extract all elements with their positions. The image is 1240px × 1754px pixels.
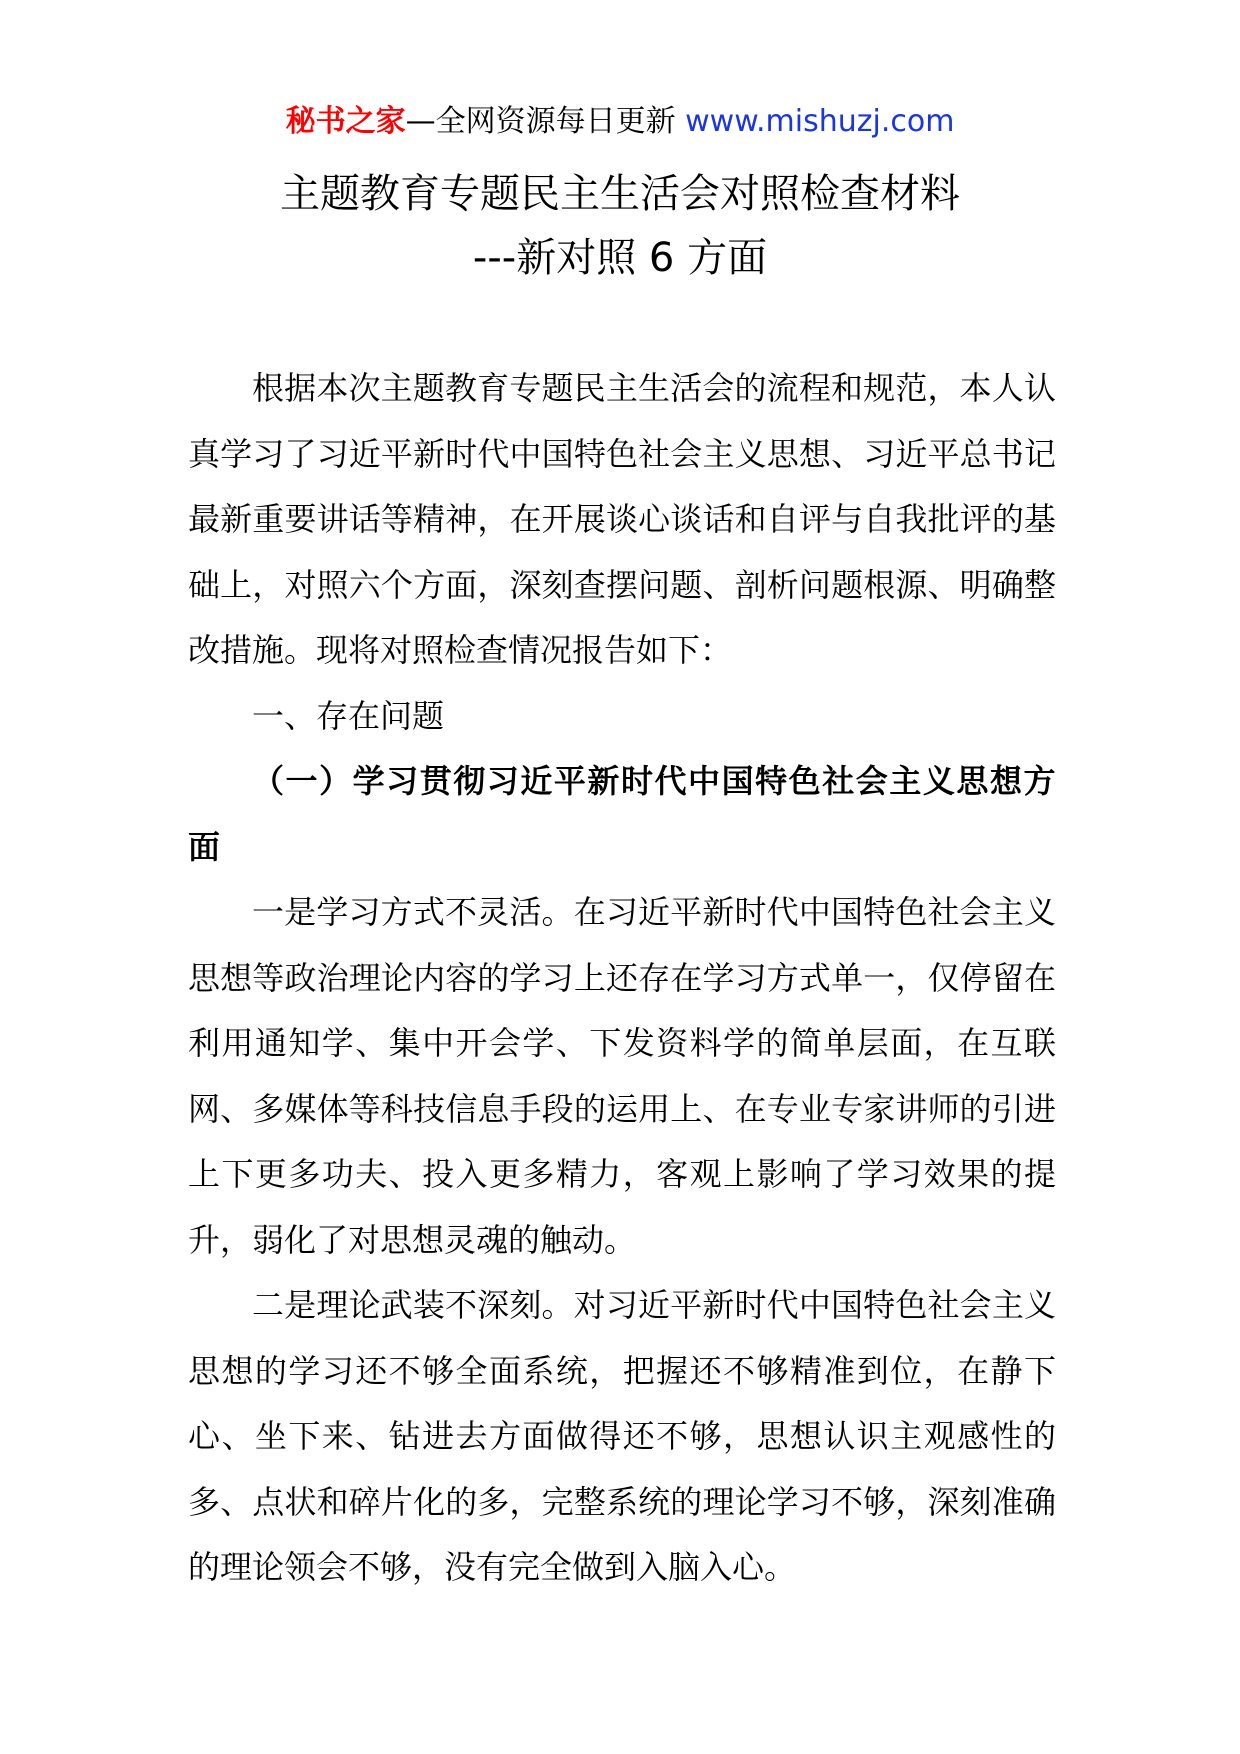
- document-body: [188, 356, 1056, 1601]
- document-subtitle: ---新对照 6 方面: [472, 235, 768, 281]
- body-paragraph: 二是理论武装不深刻。对习近平新时代中国特色社会主义思想的学习还不够全面系统，把握还不够精准到位，在静下心、坐下来、钻进去方面做得还不够，思想认识主观感性的多、点状和碎片化的多，完整系统的理论学习不够，深刻准确的理论领会不够，没有完全做到入脑入心。: [188, 1286, 1056, 1586]
- subsection-heading: （一）学习贯彻习近平新时代中国特色社会主义思想方面: [188, 762, 1056, 866]
- brand-name: 秘书之家: [285, 104, 406, 139]
- document-title: 主题教育专题民主生活会对照检查材料: [280, 171, 960, 217]
- intro-paragraph: 根据本次主题教育专题民主生活会的流程和规范，本人认真学习了习近平新时代中国特色社会主义思想、习近平总书记最新重要讲话等精神，在开展谈心谈话和自评与自我批评的基础上，对照六个方面，深刻查摆问题、剖析问题根源、明确整改措施。现将对照检查情况报告如下：: [188, 369, 1056, 669]
- site-header: [0, 100, 1240, 144]
- header-tagline: —全网资源每日更新: [405, 104, 676, 139]
- site-url-link[interactable]: www.mishuzj.com: [685, 104, 955, 139]
- section-heading: 一、存在问题: [252, 696, 445, 735]
- body-paragraph: 一是学习方式不灵活。在习近平新时代中国特色社会主义思想等政治理论内容的学习上还存在学习方式单一，仅停留在利用通知学、集中开会学、下发资料学的简单层面，在互联网、多媒体等科技信息手段的运用上、在专业专家讲师的引进上下更多功夫、投入更多精力，客观上影响了学习效果的提升，弱化了对思想灵魂的触动。: [188, 893, 1056, 1259]
